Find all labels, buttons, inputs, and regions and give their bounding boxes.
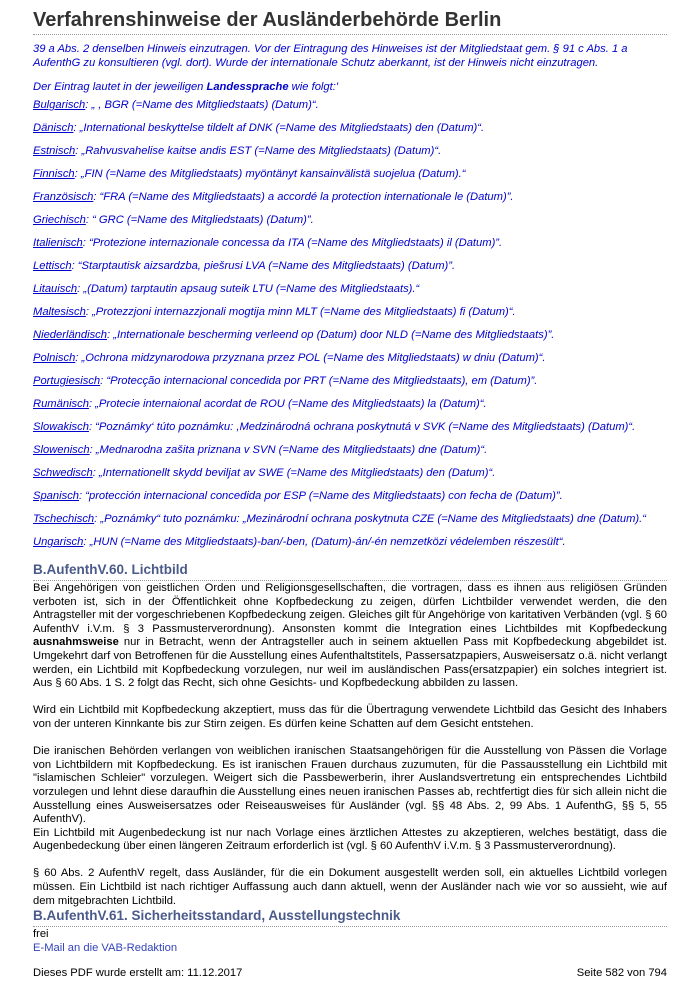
language-entry-text: : „(Datum) tarptautin apsaug suteik LTU (=Name des Mitgliedstaats).“ [77, 283, 420, 295]
language-entry-text: : „Mednarodna zašita priznana v SVN (=Name des Mitgliedstaats) dne (Datum)“. [89, 444, 488, 456]
p1-bold: ausnahmsweise [33, 636, 119, 649]
language-entry [33, 144, 673, 167]
intro-paragraph: 39 a Abs. 2 denselben Hinweis einzutragen. Vor der Eintragung des Hinweises ist der Mitgliedstaat gem. § 91 c Abs. 1 a AufenthG zu konsultieren (vgl. dort). Wurde der internationale Schutz aberkannt, ist der Hinweis nicht einzutragen. [33, 43, 628, 69]
language-name-link[interactable]: Finnisch [33, 168, 75, 180]
language-entry [33, 328, 673, 351]
language-entry [33, 489, 673, 512]
footer-created-date: Dieses PDF wurde erstellt am: 11.12.2017 [33, 967, 243, 979]
language-entry [33, 443, 673, 466]
language-name-link[interactable]: Lettisch [33, 260, 72, 272]
language-entry-text: : „Internationale bescherming verleend op (Datum) door NLD (=Name des Mitgliedstaats)”. [107, 329, 555, 341]
language-entry-text: : „International beskyttelse tildelt af DNK (=Name des Mitgliedstaats) den (Datum)“. [73, 122, 485, 134]
language-name-link[interactable]: Schwedisch [33, 467, 93, 479]
section60-paragraph-2: Wird ein Lichtbild mit Kopfbedeckung akzeptiert, muss das für die Übertragung verwendete Lichtbild das Gesicht des Inhabers von der unteren Kinnkante bis zur Stirn zeigen. Es dürfen keine Schatten auf dem Gesicht entstehen. [33, 704, 667, 730]
entry-bold: Landessprache [206, 81, 289, 93]
title-divider [33, 34, 667, 35]
language-name-link[interactable]: Estnisch [33, 145, 76, 157]
language-name-link[interactable]: Spanisch [33, 490, 80, 502]
section60-paragraph-1 [33, 582, 667, 691]
language-entry [33, 213, 673, 236]
section61-text: frei [33, 928, 49, 940]
language-entry [33, 190, 673, 213]
p1-end: nur in Betracht, wenn der Antragsteller auch in seinem aktuellen Pass mit Kopfbedeckung abgebildet ist. Umgekehrt darf von Betroffenen für die Ausstellung eines Aufenthaltstitels, Passersatzpapiers, Ausweisersatz o.ä. nicht verlangt werden, ein Lichtbild mit Kopfbedeckung vorzulegen, nur weil im ausländischen Pass(ersatzpapier) ein solches integriert ist. Aus § 60 Abs. 1 S. 2 folgt das Recht, sich ohne Gesichts- und Kopfbedeckung abbilden zu lassen. [33, 636, 667, 690]
language-entry [33, 351, 673, 374]
footer-page-number: Seite 582 von 794 [576, 967, 667, 979]
section-divider-61 [33, 926, 667, 927]
language-name-link[interactable]: Slowenisch [33, 444, 90, 456]
language-entry-text: : „HUN (=Name des Mitgliedstaats)-ban/-ben, (Datum)-án/-én nemzetközi védelemben részesült“. [83, 536, 566, 548]
language-name-link[interactable]: Italienisch [33, 237, 83, 249]
language-name-link[interactable]: Slowakisch [33, 421, 89, 433]
entry-prefix: Der Eintrag lautet in der jeweiligen [33, 81, 207, 93]
language-name-link[interactable]: Ungarisch [33, 536, 84, 548]
language-entry-text: : „FIN (=Name des Mitgliedstaats) myöntänyt kansainvälistä suojelua (Datum).“ [74, 168, 466, 180]
language-entry-text: : “Protecção internacional concedida por PRT (=Name des Mitgliedstaats), em (Datum)”. [100, 375, 538, 387]
language-entry-text: : “Poznámky‘ túto poznámku: ,Medzinárodná ochrana poskytnutá v SVK (=Name des Mitgliedstaats) (Datum)“. [88, 421, 636, 433]
language-name-link[interactable]: Bulgarisch [33, 99, 86, 111]
section60-paragraph-4: Ein Lichtbild mit Augenbedeckung ist nur nach Vorlage eines ärztlichen Attestes zu akzeptieren, welches bestätigt, dass die Augenbedeckung über einen längeren Zeitraum erforderlich ist (vgl. § 60 AufenthV i.V.m. § 3 Passmusterverordnung). [33, 826, 667, 853]
language-name-link[interactable]: Litauisch [33, 283, 78, 295]
language-name-link[interactable]: Portugiesisch [33, 375, 101, 387]
section-divider-60 [33, 580, 667, 581]
language-entry-text: : „Protezzjoni internazzjonali mogtija minn MLT (=Name des Mitgliedstaats) fi (Datum)“. [85, 306, 516, 318]
section60-paragraph-3: Die iranischen Behörden verlangen von weiblichen iranischen Staatsangehörigen für die Ausstellung von Pässen die Vorlage von Lichtbildern mit Kopfbedeckung. Es ist iranischen Frauen durchaus zuzumuten, für die Passausstellung ein Lichtbild mit "islamischen Schleier" vorzulegen. Weigert sich die Passbewerberin, ihrer Auslandsvertretung ein entsprechendes Lichtbild vorzulegen und lehnt diese daraufhin die Ausstellung eines neuen iranischen Passes ab, rechtfertigt dies für sich allein nicht die Ausstellung eines Ausweisersatzes oder Reiseausweises für Ausländer (vgl. §§ 48 Abs. 2, 99 Abs. 1 AufenthG, §§ 5, 55 AufenthV). [33, 745, 667, 826]
language-name-link[interactable]: Dänisch [33, 122, 74, 134]
language-name-link[interactable]: Französisch [33, 191, 94, 203]
language-entry [33, 236, 673, 259]
language-name-link[interactable]: Polnisch [33, 352, 76, 364]
section-61-body [33, 928, 667, 955]
language-entry-text: : “ GRC (=Name des Mitgliedstaats) (Datum)”. [85, 214, 314, 226]
section60-paragraph-5: § 60 Abs. 2 AufenthV regelt, dass Ausländer, für die ein Dokument ausgestellt werden soll, ein aktuelles Lichtbild vorlegen müssen. Ein Lichtbild ist nach richtiger Auffassung auch dann aktuell, wenn der Ausländer nach wie vor so aussieht, wie auf dem mitgebrachten Lichtbild. [33, 867, 667, 907]
intro-block [33, 42, 667, 94]
language-entry [33, 282, 673, 305]
document-title: Verfahrenshinweise der Ausländerbehörde Berlin [33, 9, 502, 31]
section-60-body [33, 582, 667, 908]
language-entry [33, 420, 673, 443]
language-entry [33, 259, 673, 282]
language-entry-text: : “FRA (=Name des Mitgliedstaats) a accordé la protection internationale le (Datum)”. [93, 191, 514, 203]
section-heading-61: B.AufenthV.61. Sicherheitsstandard, Ausstellungstechnik [33, 908, 401, 923]
language-entry [33, 466, 673, 489]
language-entry-text: : „Ochrona midzynarodowa przyznana przez POL (=Name des Mitgliedstaats) w dniu (Datum)“. [75, 352, 546, 364]
language-entry [33, 305, 673, 328]
language-entry-text: : „Internationellt skydd beviljat av SWE (=Name des Mitgliedstaats) den (Datum)“. [92, 467, 496, 479]
language-name-link[interactable]: Griechisch [33, 214, 86, 226]
language-name-link[interactable]: Niederländisch [33, 329, 108, 341]
entry-intro-line [33, 80, 667, 94]
language-entry [33, 535, 673, 558]
language-name-link[interactable]: Tschechisch [33, 513, 95, 525]
email-editorial-link[interactable]: E-Mail an die VAB-Redaktion [33, 941, 178, 954]
language-entry [33, 397, 673, 420]
language-entry [33, 512, 673, 535]
language-name-link[interactable]: Rumänisch [33, 398, 89, 410]
section-heading-60: B.AufenthV.60. Lichtbild [33, 562, 188, 577]
language-entry [33, 374, 673, 397]
language-entry-text: : „Protecie internaional acordat de ROU (=Name des Mitgliedstaats) la (Datum)“. [88, 398, 487, 410]
entry-suffix: wie folgt:' [288, 81, 338, 93]
language-entry-text: : „ , BGR (=Name des Mitgliedstaats) (Datum)“. [85, 99, 319, 111]
language-entry [33, 167, 673, 190]
language-entry-text: : „Rahvusvahelise kaitse andis EST (=Name des Mitgliedstaats) (Datum)“. [75, 145, 442, 157]
language-entry [33, 121, 673, 144]
language-entry-text: : “Starptautisk aizsardzba, piešrusi LVA (=Name des Mitgliedstaats) (Datum)”. [71, 260, 456, 272]
language-name-link[interactable]: Maltesisch [33, 306, 86, 318]
language-entry-text: : „Poznámky“ tuto poznámku: „Mezinárodní ochrana poskytnuta CZE (=Name des Mitgliedstaats) dne (Datum).“ [94, 513, 646, 525]
language-entry-text: : “Protezione internazionale concessa da ITA (=Name des Mitgliedstaats) il (Datum)”. [82, 237, 503, 249]
p1-start: Bei Angehörigen von geistlichen Orden und Religionsgesellschaften, die vortragen, dass es ihnen aus religiösen Gründen verboten ist, sich in der Öffentlichkeit ohne Kopfbedeckung zu zeigen, dürfen Lichtbilder verwendet werden, die den Antragsteller mit der vorgeschriebenen Kopfbedeckung zeigen. Gleiches gilt für Angehörige von karitativen Verbänden (vgl. § 60 AufenthV i.V.m. § 3 Passmusterverordnung). Ansonsten kommt die Integration eines Lichtbildes mit Kopfbedeckung [33, 582, 667, 635]
language-list [33, 98, 673, 558]
language-entry-text: : “protección internacional concedida por ESP (=Name des Mitgliedstaats) con fecha de (Datum)”. [79, 490, 563, 502]
language-entry [33, 98, 673, 121]
